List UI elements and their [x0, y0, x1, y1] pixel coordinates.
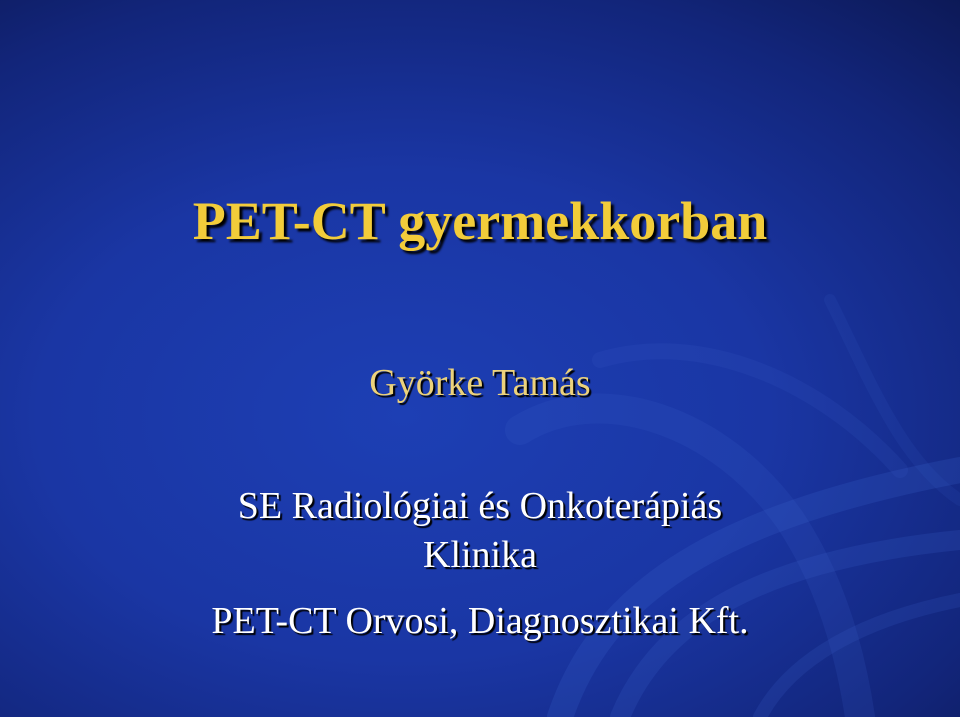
affiliation-line-1: SE Radiológiai és Onkoterápiás [237, 485, 723, 527]
author-name: Györke Tamás [369, 362, 591, 404]
affiliation-line-3: PET-CT Orvosi, Diagnosztikai Kft. [211, 600, 749, 642]
slide-title: PET-CT gyermekkorban [192, 191, 768, 251]
affiliation-line-2: Klinika [423, 534, 537, 576]
